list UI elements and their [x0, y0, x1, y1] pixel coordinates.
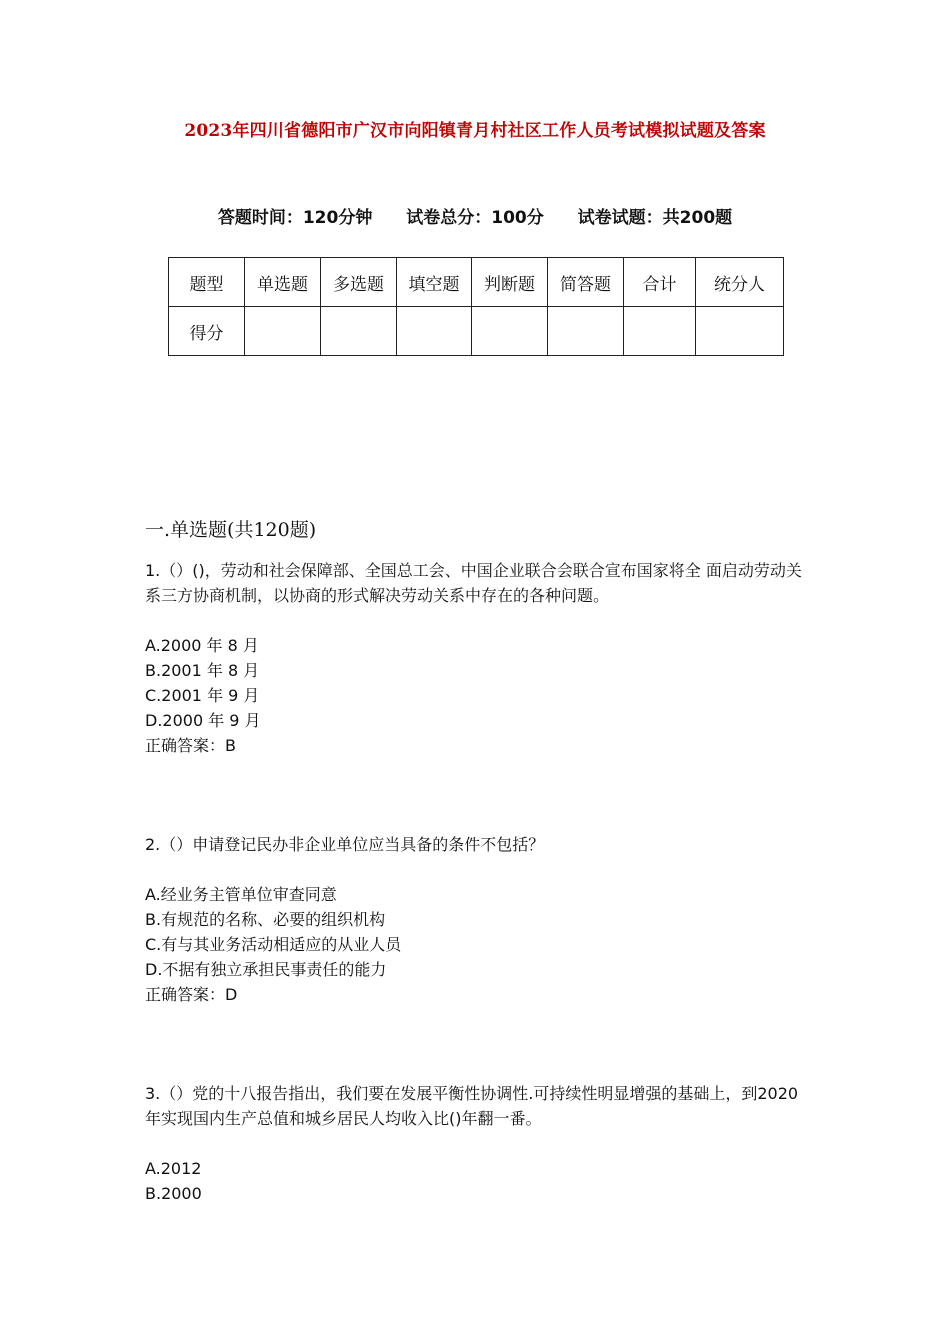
option-c: C.2001 年 9 月 [145, 686, 260, 705]
option-a: A.经业务主管单位审查同意 [145, 885, 337, 904]
header-cell: 统分人 [696, 258, 784, 307]
score-table-header-row [169, 258, 784, 307]
header-cell: 简答题 [548, 258, 624, 307]
question-1 [145, 558, 813, 758]
score-table [168, 257, 784, 356]
answer-line: 正确答案：D [145, 985, 238, 1004]
question-stem: 3.（）党的十八报告指出，我们要在发展平衡性协调性.可持续性明显增强的基础上，到2020年实现国内生产总值和城乡居民人均收入比()年翻一番。 [145, 1084, 799, 1128]
page-title: 2023年四川省德阳市广汉市向阳镇青月村社区工作人员考试模拟试题及答案 [184, 121, 766, 141]
score-input-cell[interactable] [245, 307, 321, 356]
option-d: D.2000 年 9 月 [145, 711, 261, 730]
option-c: C.有与其业务活动相适应的从业人员 [145, 935, 402, 954]
header-cell: 填空题 [397, 258, 472, 307]
score-table-score-row [169, 307, 784, 356]
question-2 [145, 832, 813, 1007]
question-stem: 2.（）申请登记民办非企业单位应当具备的条件不包括？ [145, 835, 545, 854]
option-d: D.不据有独立承担民事责任的能力 [145, 960, 387, 979]
exam-meta [0, 203, 950, 228]
option-b: B.2001 年 8 月 [145, 661, 260, 680]
header-cell: 单选题 [245, 258, 321, 307]
score-input-cell[interactable] [472, 307, 548, 356]
answer-line: 正确答案：B [145, 736, 236, 755]
option-b: B.2000 [145, 1184, 202, 1203]
score-input-cell[interactable] [321, 307, 397, 356]
score-input-cell[interactable] [624, 307, 696, 356]
option-a: A.2012 [145, 1159, 202, 1178]
header-cell: 多选题 [321, 258, 397, 307]
header-cell: 判断题 [472, 258, 548, 307]
option-a: A.2000 年 8 月 [145, 636, 259, 655]
exam-question-count: 试卷试题：共200题 [577, 208, 733, 228]
option-b: B.有规范的名称、必要的组织机构 [145, 910, 386, 929]
section-heading: 一.单选题(共120题) [145, 519, 317, 541]
header-cell: 题型 [169, 258, 245, 307]
exam-total-score: 试卷总分：100分 [406, 208, 544, 228]
score-input-cell[interactable] [696, 307, 784, 356]
question-3 [145, 1081, 813, 1206]
header-cell: 合计 [624, 258, 696, 307]
score-input-cell[interactable] [397, 307, 472, 356]
exam-time: 答题时间：120分钟 [217, 208, 373, 228]
row-label-cell: 得分 [169, 307, 245, 356]
question-stem: 1.（）()，劳动和社会保障部、全国总工会、中国企业联合会联合宣布国家将全 面启动劳动关系三方协商机制，以协商的形式解决劳动关系中存在的各种问题。 [145, 561, 802, 605]
score-input-cell[interactable] [548, 307, 624, 356]
